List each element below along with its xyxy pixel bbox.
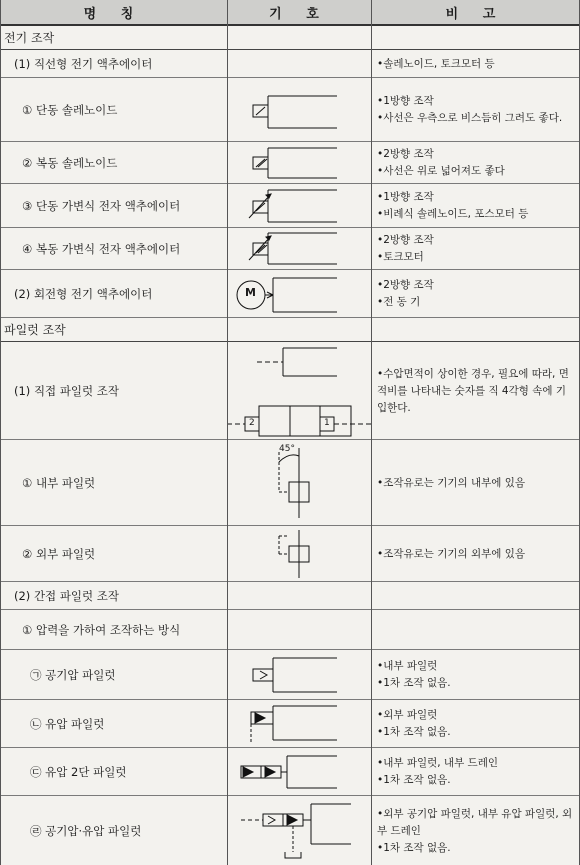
note-line: •1차 조작 없음. <box>377 774 451 786</box>
row-name: ① 압력을 가하여 조작하는 방식 <box>22 622 181 637</box>
note-line: •1차 조작 없음. <box>377 841 451 854</box>
row-note <box>371 526 580 581</box>
row-note <box>371 78 580 141</box>
row-note <box>371 650 580 699</box>
header-symbol: 기 호 <box>227 0 371 26</box>
table-row <box>0 796 580 865</box>
table-row <box>0 50 580 78</box>
row-note <box>371 50 580 77</box>
note-line: •2방향 조작 <box>377 148 434 160</box>
note-line: •조작유로는 기기의 외부에 있음 <box>377 547 526 560</box>
single-solenoid-symbol <box>227 78 371 141</box>
row-name: (1) 직선형 전기 액추에이터 <box>14 56 153 71</box>
note-line: •수압면적이 상이한 경우, 필요에 따라, 면적비를 나타내는 숫자를 직 4각형 속에 기입한다. <box>377 367 569 414</box>
row-name: (1) 직접 파일럿 조작 <box>14 383 120 398</box>
row-name: ④ 복동 가변식 전자 액추에이터 <box>22 241 181 256</box>
row-name: ㉢ 유압 2단 파일럿 <box>30 764 127 779</box>
note-line: •비례식 솔레노이드, 포스모터 등 <box>377 208 529 220</box>
note-line: •사선은 위로 넓어져도 좋다 <box>377 165 505 177</box>
table-row <box>0 700 580 748</box>
row-note <box>371 270 580 317</box>
row-note <box>371 228 580 269</box>
row-name: ㉠ 공기압 파일럿 <box>30 667 116 682</box>
section-row-pilot <box>0 318 580 342</box>
single-proportional-actuator-symbol <box>227 184 371 227</box>
rotary-actuator-symbol <box>227 270 371 317</box>
note-line: •2방향 조작 <box>377 279 434 291</box>
double-proportional-actuator-symbol <box>227 228 371 269</box>
row-note <box>371 440 580 525</box>
header-name: 명 칭 <box>0 0 227 26</box>
table-row <box>0 650 580 700</box>
pneumatic-pilot-symbol <box>227 650 371 699</box>
table-row <box>0 142 580 184</box>
external-pilot-symbol <box>227 526 371 581</box>
area-label-left: 2 <box>249 418 255 428</box>
note-line: •1차 조작 없음. <box>377 677 451 689</box>
header-note: 비 고 <box>371 0 580 26</box>
row-name: ② 복동 솔레노이드 <box>22 155 118 170</box>
table-border <box>0 0 1 865</box>
section-row-electric <box>0 26 580 50</box>
note-line: •2방향 조작 <box>377 234 434 246</box>
row-note <box>371 342 580 439</box>
row-name: (2) 간접 파일럿 조작 <box>14 588 120 603</box>
note-line: •솔레노이드, 토크모터 등 <box>377 57 495 70</box>
note-line: •외부 파일럿 <box>377 709 438 721</box>
note-line: •외부 공기압 파일럿, 내부 유압 파일럿, 외부 드레인 <box>377 807 573 837</box>
row-note <box>371 700 580 747</box>
table-row <box>0 610 580 650</box>
internal-pilot-symbol <box>227 440 371 525</box>
row-name: ② 외부 파일럿 <box>22 546 96 561</box>
hydraulic-pilot-symbol <box>227 700 371 747</box>
row-note <box>371 796 580 865</box>
row-note <box>371 142 580 183</box>
motor-label: M <box>245 286 256 299</box>
row-name: ① 단동 솔레노이드 <box>22 102 118 117</box>
note-line: •1차 조작 없음. <box>377 726 451 738</box>
table-row <box>0 342 580 440</box>
table-row <box>0 582 580 610</box>
row-name: ㉡ 유압 파일럿 <box>30 716 105 731</box>
area-label-right: 1 <box>324 418 330 428</box>
table-row <box>0 270 580 318</box>
angle-label: 45° <box>279 444 295 454</box>
note-line: •1방향 조작 <box>377 191 434 203</box>
note-line: •토크모터 <box>377 251 424 263</box>
pneumatic-hydraulic-pilot-symbol <box>227 796 371 865</box>
row-name: ① 내부 파일럿 <box>22 475 96 490</box>
note-line: •사선은 우측으로 비스듬히 그려도 좋다. <box>377 112 563 124</box>
direct-pilot-symbol <box>227 342 371 439</box>
row-name: (2) 회전형 전기 액추에이터 <box>14 286 153 301</box>
column-divider <box>371 0 372 865</box>
note-line: •내부 파일럿 <box>377 660 438 672</box>
table-row <box>0 440 580 526</box>
row-name: ③ 단동 가변식 전자 액추에이터 <box>22 198 181 213</box>
row-note <box>371 184 580 227</box>
note-line: •1방향 조작 <box>377 95 434 107</box>
table-row <box>0 78 580 142</box>
table-row <box>0 748 580 796</box>
row-note <box>371 748 580 795</box>
note-line: •조작유로는 기기의 내부에 있음 <box>377 476 526 489</box>
row-name: ㉣ 공기압·유압 파일럿 <box>30 823 142 838</box>
column-divider <box>227 0 228 865</box>
hydraulic-two-stage-pilot-symbol <box>227 748 371 795</box>
table-row <box>0 228 580 270</box>
table-row <box>0 526 580 582</box>
double-solenoid-symbol <box>227 142 371 183</box>
table-row <box>0 184 580 228</box>
note-line: •전 동 기 <box>377 296 421 308</box>
section-title: 파일럿 조작 <box>4 323 66 337</box>
section-title: 전기 조작 <box>4 31 55 45</box>
note-line: •내부 파일럿, 내부 드레인 <box>377 757 498 769</box>
